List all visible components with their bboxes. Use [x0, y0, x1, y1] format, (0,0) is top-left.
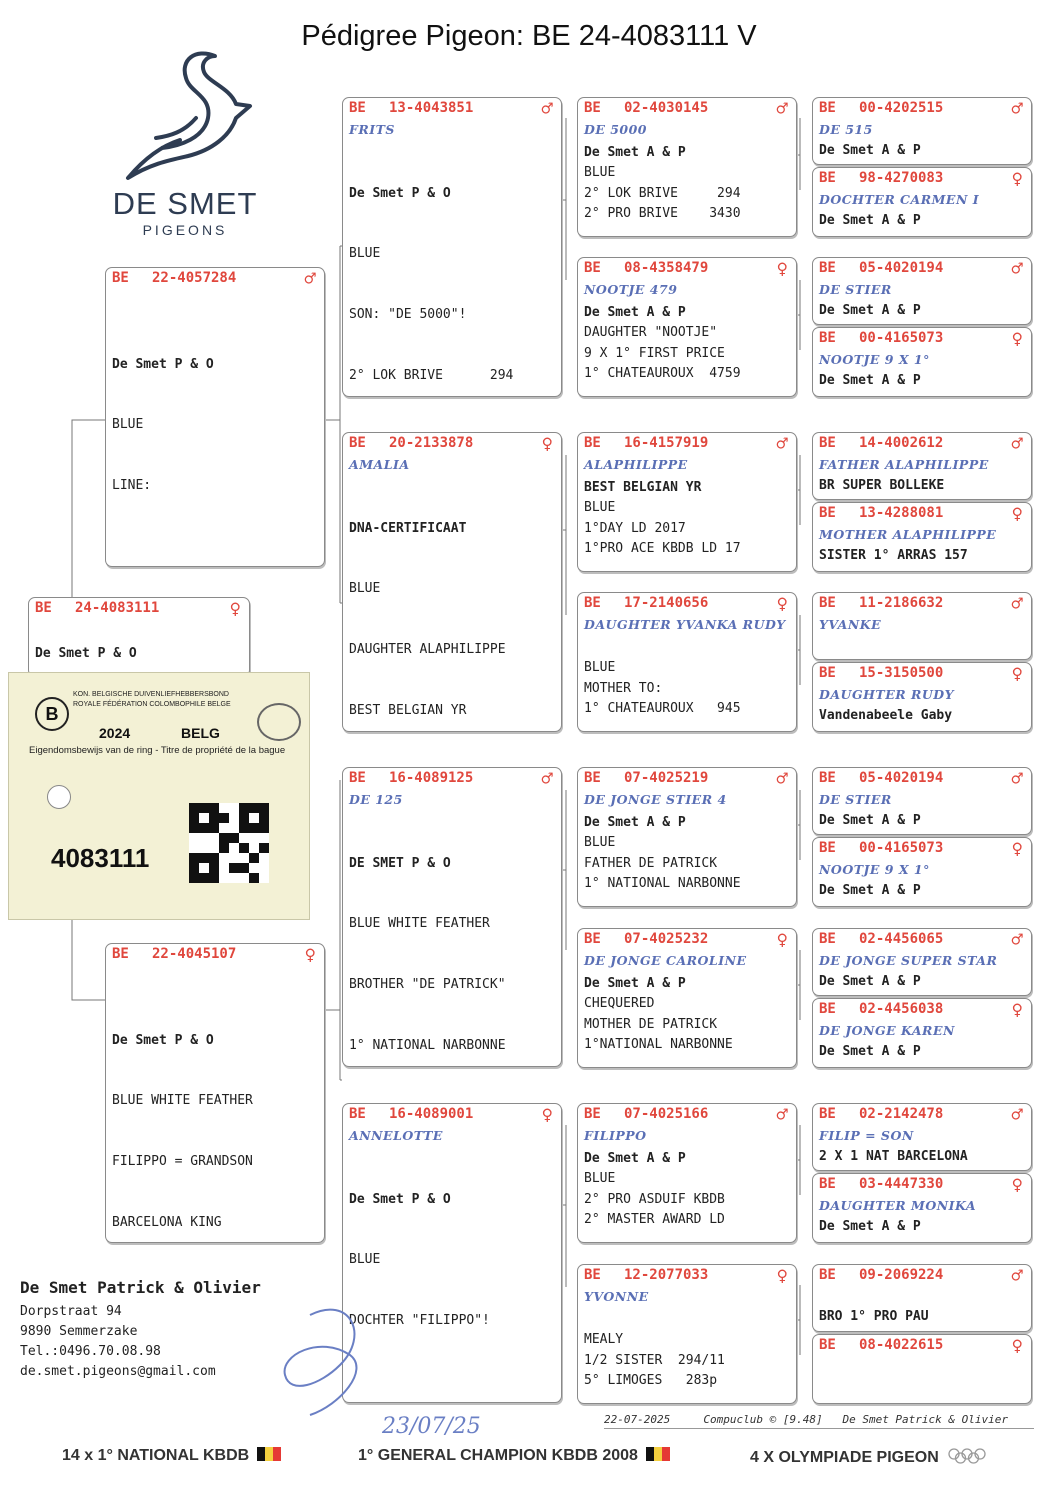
female-icon: ♀: [776, 593, 788, 615]
info-line: 1°DAY LD 2017: [584, 520, 686, 536]
ring-number: 13-4288081: [859, 505, 944, 521]
male-icon: ♂: [1011, 768, 1023, 790]
info-line: BEST BELGIAN YR: [584, 480, 702, 495]
bird-name: FATHER ALAPHILIPPE: [819, 457, 989, 472]
info-line: BLUE: [349, 1252, 381, 1268]
info-line: 1° CHATEAUROUX 945: [584, 700, 741, 716]
ancestor-card: [812, 1103, 1032, 1171]
country-code: BE: [819, 770, 836, 786]
great-grandparent-card: [577, 257, 797, 397]
bird-name: DAUGHTER YVANKA RUDY: [584, 617, 786, 632]
info-line: DOCHTER "FILIPPO"!: [349, 1313, 490, 1329]
info-line: De Smet P & O: [349, 185, 451, 201]
logo-name: DE SMET: [112, 186, 258, 221]
country-code: BE: [349, 100, 366, 116]
ring-number: 15-3150500: [859, 665, 944, 681]
ancestor-card: [812, 998, 1032, 1068]
country-code: BE: [584, 1267, 601, 1283]
female-icon: ♀: [1011, 838, 1023, 860]
ring-number: 98-4270083: [859, 170, 944, 186]
info-line: MOTHER TO:: [584, 680, 663, 696]
ring-number: 02-4030145: [624, 100, 709, 116]
ring-number: 12-2077033: [624, 1267, 709, 1283]
info-line: De Smet A & P: [819, 143, 921, 158]
breeder-street: Dorpstraat 94: [20, 1304, 122, 1319]
handwritten-date: 23/07/25: [382, 1414, 481, 1439]
female-icon: ♀: [776, 929, 788, 951]
info-line: BLUE: [112, 417, 144, 433]
female-icon: ♀: [1011, 328, 1023, 350]
country-code: BE: [584, 435, 601, 451]
female-icon: ♀: [776, 1265, 788, 1287]
country-code: BE: [349, 1106, 366, 1122]
main-bird-card: [28, 597, 250, 677]
info-line: De Smet A & P: [819, 813, 921, 828]
ring-number: 02-4456038: [859, 1001, 944, 1017]
ancestor-card: [812, 1264, 1032, 1332]
ancestor-card: [812, 502, 1032, 572]
female-icon: ♀: [541, 1104, 553, 1126]
female-icon: ♀: [776, 258, 788, 280]
qr-code-icon: [189, 803, 269, 883]
ancestor-card: [812, 432, 1032, 500]
info-line: BLUE: [584, 835, 616, 851]
country-code: BE: [819, 505, 836, 521]
info-line: DNA-CERTIFICAAT: [349, 520, 467, 536]
country-code: BE: [819, 1001, 836, 1017]
info-line: 1/2 SISTER 294/11: [584, 1352, 725, 1368]
info-line: De Smet A & P: [819, 303, 921, 318]
female-icon: ♀: [1011, 503, 1023, 525]
info-line: De Smet P & O: [349, 1191, 451, 1207]
female-icon: ♀: [304, 944, 316, 966]
bird-name: DE 515: [819, 122, 873, 137]
country-code: BE: [819, 1176, 836, 1192]
ring-number: 02-2142478: [859, 1106, 944, 1122]
footer-text: 4 X OLYMPIADE PIGEON: [750, 1449, 939, 1466]
print-rule: [604, 1428, 1034, 1429]
info-line: BLUE WHITE FEATHER: [112, 1093, 253, 1109]
grandparent-card: [342, 432, 562, 732]
olympic-rings-icon: [947, 1447, 987, 1465]
info-line: [584, 638, 792, 658]
country-code: BE: [819, 840, 836, 856]
male-icon: ♂: [776, 98, 788, 120]
info-line: BEST BELGIAN YR: [349, 703, 467, 719]
great-grandparent-card: [577, 1103, 797, 1243]
ring-number: 03-4447330: [859, 1176, 944, 1192]
bird-name: NOOTJE 479: [584, 282, 678, 297]
bird-name: DE JONGE KAREN: [819, 1023, 955, 1038]
belgian-flag-icon: [257, 1447, 281, 1461]
info-line: De Smet A & P: [584, 815, 686, 830]
ancestor-card: [812, 167, 1032, 237]
info-line: 2° LOK BRIVE 294: [349, 368, 514, 384]
footer-olympiade: [750, 1447, 987, 1467]
info-line: MEALY: [584, 1332, 624, 1348]
ancestor-card: [812, 257, 1032, 325]
bird-name: DE 125: [349, 792, 403, 807]
great-grandparent-card: [577, 1264, 797, 1404]
bird-name: AMALIA: [349, 457, 410, 472]
info-line: [584, 1310, 792, 1330]
info-line: BLUE: [349, 246, 381, 262]
country-code: BE: [584, 770, 601, 786]
country-code: BE: [349, 435, 366, 451]
male-icon: ♂: [776, 433, 788, 455]
ring-number: 24-4083111: [75, 600, 160, 616]
great-grandparent-card: [577, 432, 797, 572]
info-line: 2° PRO BRIVE 3430: [584, 205, 741, 221]
info-line: 1°PRO ACE KBDB LD 17: [584, 540, 741, 556]
info-line: [819, 636, 1027, 656]
ring-number: 13-4043851: [389, 100, 474, 116]
ring-number: 07-4025219: [624, 770, 709, 786]
great-grandparent-card: [577, 592, 797, 732]
male-icon: ♂: [541, 768, 553, 790]
print-date: 22-07-2025: [604, 1413, 671, 1426]
great-grandparent-card: [577, 928, 797, 1068]
bird-name: NOOTJE 9 X 1°: [819, 862, 930, 877]
female-icon: ♀: [1011, 168, 1023, 190]
male-icon: ♂: [1011, 593, 1023, 615]
male-icon: ♂: [1011, 1265, 1023, 1287]
info-line: 2° LOK BRIVE 294: [584, 185, 741, 201]
crest-icon: [257, 703, 301, 741]
bird-name: DE JONGE CAROLINE: [584, 953, 747, 968]
info-line: 2° MASTER AWARD LD: [584, 1211, 725, 1227]
info-line: BRO 1° PRO PAU: [819, 1309, 929, 1324]
ring-number: 02-4456065: [859, 931, 944, 947]
female-icon: ♀: [1011, 663, 1023, 685]
country-code: BE: [819, 435, 836, 451]
info-line: De Smet P & O: [112, 1032, 214, 1048]
ancestor-card: [812, 928, 1032, 996]
bird-name: ALAPHILIPPE: [584, 457, 688, 472]
breeder-email: de.smet.pigeons@gmail.com: [20, 1364, 216, 1379]
male-icon: ♂: [1011, 433, 1023, 455]
info-line: CHEQUERED: [584, 996, 655, 1012]
bird-name: NOOTJE 9 X 1°: [819, 352, 930, 367]
country-code: BE: [35, 600, 52, 616]
info-line: MOTHER DE PATRICK: [584, 1016, 718, 1032]
ring-number: 22-4045107: [152, 946, 237, 962]
ring-number-large: 4083111: [51, 843, 150, 873]
footer-champion: [358, 1447, 670, 1465]
mother-card: [105, 943, 325, 1243]
breeder-city: 9890 Semmerzake: [20, 1324, 138, 1339]
ring-number: 17-2140656: [624, 595, 709, 611]
info-line: BLUE WHITE FEATHER: [349, 916, 490, 932]
ring-number: 07-4025166: [624, 1106, 709, 1122]
ring-number: 00-4202515: [859, 100, 944, 116]
info-line: 1° CHATEAUROUX 4759: [584, 365, 741, 381]
info-line: BLUE: [584, 660, 616, 676]
ring-number: 09-2069224: [859, 1267, 944, 1283]
ancestor-card: [812, 97, 1032, 165]
print-software: Compuclub © [9.48]: [703, 1413, 823, 1426]
info-line: BROTHER "DE PATRICK": [349, 977, 506, 993]
info-line: BLUE: [584, 165, 616, 181]
footer-text: 1° GENERAL CHAMPION KBDB 2008: [358, 1447, 638, 1464]
bird-name: MOTHER ALAPHILIPPE: [819, 527, 997, 542]
bird-name: DAUGHTER RUDY: [819, 687, 955, 702]
ring-number: 16-4089125: [389, 770, 474, 786]
ring-number: 08-4022615: [859, 1337, 944, 1353]
bird-name: ANNELOTTE: [349, 1128, 443, 1143]
country-code: BE: [349, 770, 366, 786]
country-code: BE: [584, 260, 601, 276]
male-icon: ♂: [304, 268, 316, 290]
ring-number: 07-4025232: [624, 931, 709, 947]
country-code: BE: [819, 1106, 836, 1122]
info-line: 2° PRO ASDUIF KBDB: [584, 1191, 725, 1207]
kbdb-seal-icon: B: [35, 697, 69, 731]
info-line: BR SUPER BOLLEKE: [819, 478, 945, 493]
logo-subtitle: PIGEONS: [142, 222, 228, 238]
country-code: BE: [819, 1337, 836, 1353]
bird-name: DE JONGE STIER 4: [584, 792, 727, 807]
bird-name: YVONNE: [584, 1289, 649, 1304]
info-line: [349, 1372, 557, 1392]
ring-number: 14-4002612: [859, 435, 944, 451]
info-line: BLUE: [349, 581, 381, 597]
hole-icon: [47, 785, 71, 809]
ring-number: 22-4057284: [152, 270, 237, 286]
info-line: SISTER 1° ARRAS 157: [819, 548, 968, 563]
info-line: FILIPPO = GRANDSON: [112, 1154, 253, 1170]
ancestor-card: [812, 767, 1032, 835]
bird-name: DE STIER: [819, 282, 892, 297]
info-line: SON: "DE 5000"!: [349, 307, 467, 323]
ring-number: 00-4165073: [859, 330, 944, 346]
info-line: De Smet A & P: [584, 976, 686, 991]
info-line: De Smet A & P: [819, 213, 921, 228]
info-line: 2 X 1 NAT BARCELONA: [819, 1149, 968, 1164]
ring-number: 11-2186632: [859, 595, 944, 611]
info-line: DAUGHTER "NOOTJE": [584, 325, 718, 341]
ancestor-card: [812, 1173, 1032, 1243]
country-code: BE: [112, 946, 129, 962]
ancestor-card: [812, 592, 1032, 660]
info-line: De Smet A & P: [819, 974, 921, 989]
info-line: 1°NATIONAL NARBONNE: [584, 1036, 733, 1052]
info-line: De Smet A & P: [819, 1044, 921, 1059]
info-line: 1° NATIONAL NARBONNE: [584, 875, 741, 891]
info-line: DAUGHTER ALAPHILIPPE: [349, 642, 506, 658]
ancestor-card: [812, 837, 1032, 907]
ring-number: 20-2133878: [389, 435, 474, 451]
ring-caption: Eigendomsbewijs van de ring - Titre de propriété de la bague: [29, 745, 286, 756]
bird-name: DE JONGE SUPER STAR: [819, 953, 998, 968]
country-code: BE: [819, 595, 836, 611]
signature-icon: [270, 1295, 380, 1425]
print-owner: De Smet Patrick & Olivier: [842, 1413, 1009, 1426]
ring-year: 2024: [99, 725, 131, 741]
male-icon: ♂: [1011, 1104, 1023, 1126]
footer-national: [62, 1447, 281, 1465]
country-code: BE: [584, 931, 601, 947]
info-line: BLUE: [584, 1171, 616, 1187]
footer-text: 14 x 1° NATIONAL KBDB: [62, 1447, 250, 1464]
info-line: BLUE: [584, 500, 616, 516]
male-icon: ♂: [776, 768, 788, 790]
country-code: BE: [819, 100, 836, 116]
bird-name: DE STIER: [819, 792, 892, 807]
female-icon: ♀: [541, 433, 553, 455]
country-code: BE: [819, 260, 836, 276]
info-line: De Smet A & P: [819, 373, 921, 388]
info-line: [112, 537, 320, 557]
father-card: [105, 267, 325, 567]
info-line: 9 X 1° FIRST PRICE: [584, 345, 725, 361]
country-code: BE: [819, 170, 836, 186]
breeder-phone: Tel.:0496.70.08.98: [20, 1344, 161, 1359]
male-icon: ♂: [1011, 258, 1023, 280]
country-code: BE: [584, 595, 601, 611]
bird-name: YVANKE: [819, 617, 882, 632]
info-line: De Smet A & P: [584, 305, 686, 320]
grandparent-card: [342, 97, 562, 397]
bird-name: FILIP = SON: [819, 1128, 914, 1143]
ancestor-card: [812, 327, 1032, 397]
page-title: Pédigree Pigeon: BE 24-4083111 V: [301, 20, 757, 52]
country-code: BE: [112, 270, 129, 286]
country-code: BE: [819, 1267, 836, 1283]
breeder-name: De Smet Patrick & Olivier: [20, 1278, 261, 1297]
info-line: De Smet P & O: [112, 356, 214, 372]
male-icon: ♂: [776, 1104, 788, 1126]
country-code: BE: [584, 100, 601, 116]
bird-name: DOCHTER CARMEN I: [819, 192, 980, 207]
grandparent-card: [342, 767, 562, 1067]
ring-number: 05-4020194: [859, 260, 944, 276]
info-line: Vandenabeele Gaby: [819, 708, 953, 723]
country-code: BE: [819, 330, 836, 346]
owner: De Smet P & O: [35, 646, 137, 661]
breeder-address: [20, 1278, 261, 1384]
female-icon: ♀: [1011, 999, 1023, 1021]
info-line: 1° NATIONAL NARBONNE: [349, 1038, 506, 1054]
country-code: BE: [584, 1106, 601, 1122]
info-line: BARCELONA KING: [112, 1215, 222, 1231]
female-icon: ♀: [1011, 1174, 1023, 1196]
country-code: BE: [819, 931, 836, 947]
bird-name: FILIPPO: [584, 1128, 647, 1143]
ring-number: 00-4165073: [859, 840, 944, 856]
bird-name: FRITS: [349, 122, 395, 137]
ring-ownership-card: [8, 672, 310, 920]
bird-name: DAUGHTER MONIKA: [819, 1198, 977, 1213]
info-line: LINE:: [112, 478, 152, 494]
info-line: De Smet A & P: [584, 145, 686, 160]
info-line: FATHER DE PATRICK: [584, 855, 718, 871]
ring-number: 05-4020194: [859, 770, 944, 786]
male-icon: ♂: [1011, 929, 1023, 951]
info-line: De Smet A & P: [819, 1219, 921, 1234]
ancestor-card: [812, 1334, 1032, 1404]
male-icon: ♂: [1011, 98, 1023, 120]
org-dutch: KON. BELGISCHE DUIVENLIEFHEBBERSBOND: [73, 691, 229, 698]
country-code: BE: [819, 665, 836, 681]
ancestor-card: [812, 662, 1032, 732]
belgian-flag-icon: [646, 1447, 670, 1461]
info-line: 5° LIMOGES 283p: [584, 1372, 718, 1388]
bird-name: DE 5000: [584, 122, 648, 137]
female-icon: ♀: [229, 598, 241, 620]
ring-number: 16-4089001: [389, 1106, 474, 1122]
ring-country: BELG: [181, 725, 220, 741]
info-line: De Smet A & P: [584, 1151, 686, 1166]
male-icon: ♂: [541, 98, 553, 120]
great-grandparent-card: [577, 767, 797, 907]
great-grandparent-card: [577, 97, 797, 237]
info-line: De Smet A & P: [819, 883, 921, 898]
female-icon: ♀: [1011, 1335, 1023, 1357]
org-french: ROYALE FÉDÉRATION COLOMBOPHILE BELGE: [73, 701, 231, 708]
print-info: [604, 1413, 1008, 1426]
ring-number: 08-4358479: [624, 260, 709, 276]
info-line: DE SMET P & O: [349, 855, 451, 871]
ring-number: 16-4157919: [624, 435, 709, 451]
